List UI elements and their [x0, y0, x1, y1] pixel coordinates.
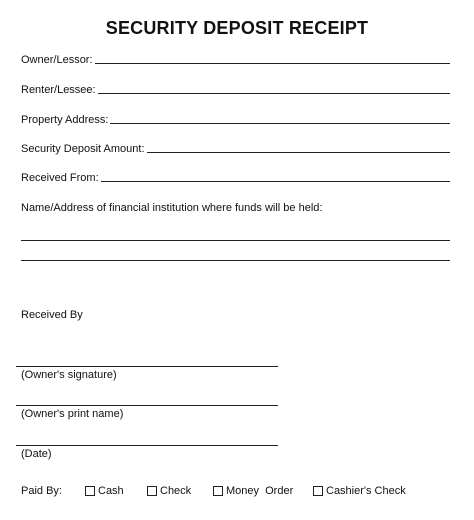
renter-label: Renter/Lessee: — [21, 84, 96, 96]
deposit-amount-label: Security Deposit Amount: — [21, 143, 145, 155]
owner-label: Owner/Lessor: — [21, 54, 93, 66]
date-line[interactable] — [16, 445, 278, 446]
page-title: SECURITY DEPOSIT RECEIPT — [105, 18, 369, 38]
cashiers-check-checkbox[interactable] — [313, 486, 323, 496]
property-row — [21, 114, 450, 126]
renter-row — [21, 84, 450, 96]
received-from-row — [21, 172, 450, 184]
amount-row — [21, 143, 450, 155]
cashiers-check-option-label: Cashier's Check — [326, 485, 406, 497]
paid-by-row — [21, 485, 461, 501]
owner-signature-label: (Owner's signature) — [21, 369, 117, 381]
cash-option-label: Cash — [98, 485, 124, 497]
cash-checkbox[interactable] — [85, 486, 95, 496]
paid-by-label: Paid By: — [21, 485, 62, 497]
date-label: (Date) — [21, 448, 52, 460]
owner-print-name-label: (Owner's print name) — [21, 408, 124, 420]
received-from-label: Received From: — [21, 172, 99, 184]
cashiers-check-option[interactable] — [313, 485, 406, 497]
check-option-label: Check — [160, 485, 192, 497]
money-order-option[interactable] — [213, 485, 293, 497]
owner-field[interactable] — [95, 63, 450, 64]
institution-line-1[interactable] — [21, 240, 450, 241]
property-address-label: Property Address: — [21, 114, 109, 126]
deposit-amount-field[interactable] — [147, 152, 450, 153]
renter-field[interactable] — [98, 93, 450, 94]
owner-signature-line[interactable] — [16, 366, 278, 367]
received-by-label: Received By — [21, 309, 83, 321]
institution-line-2[interactable] — [21, 260, 450, 261]
property-address-field[interactable] — [110, 123, 450, 124]
institution-label: Name/Address of financial institution where funds will be held: — [21, 202, 323, 214]
received-from-field[interactable] — [101, 181, 450, 182]
check-checkbox[interactable] — [147, 486, 157, 496]
money-order-option-label: Money Order — [226, 485, 294, 497]
owner-print-name-line[interactable] — [16, 405, 278, 406]
check-option[interactable] — [147, 485, 191, 497]
owner-row — [21, 54, 450, 66]
money-order-checkbox[interactable] — [213, 486, 223, 496]
cash-option[interactable] — [85, 485, 124, 497]
